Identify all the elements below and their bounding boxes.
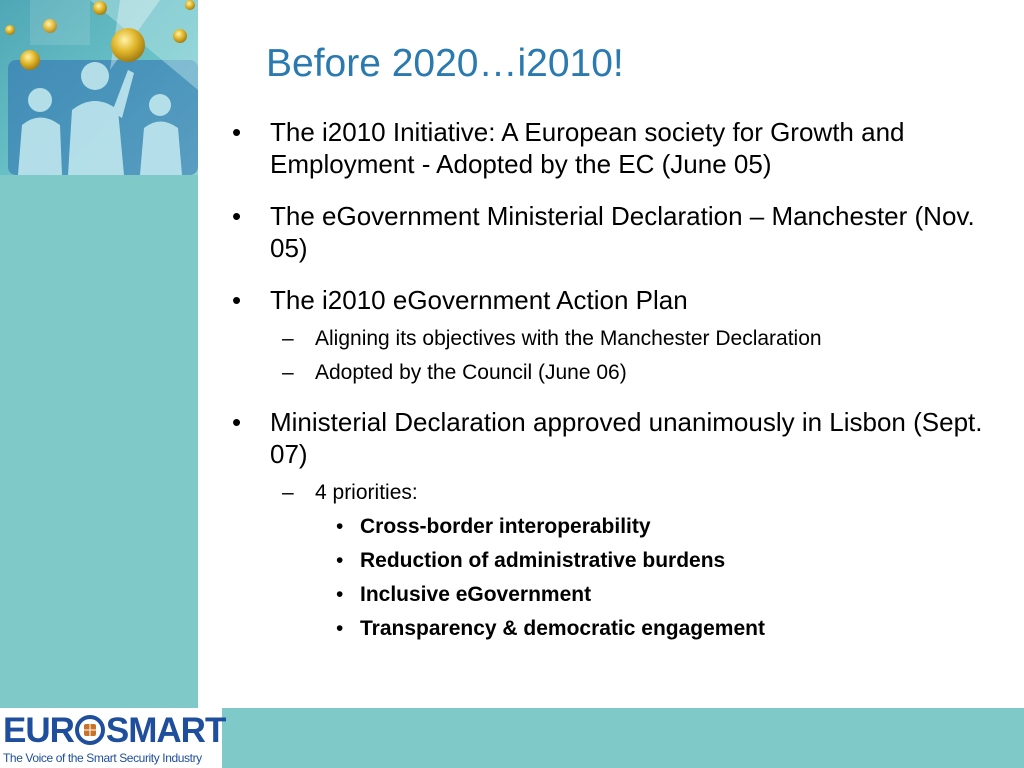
logo-wordmark: EUR SMART bbox=[3, 711, 226, 750]
priority-text: Transparency & democratic engagement bbox=[360, 617, 765, 640]
chip-icon bbox=[75, 715, 105, 745]
priority-item bbox=[232, 510, 1002, 544]
sub-bullet-text: Aligning its objectives with the Manchester Declaration bbox=[315, 327, 822, 350]
footer-band bbox=[222, 708, 1024, 768]
dash-marker: – bbox=[282, 327, 294, 350]
sub-list bbox=[232, 476, 1002, 646]
bullet-item bbox=[232, 200, 1002, 264]
sub-bullet-text: 4 priorities: bbox=[315, 481, 418, 504]
bullet-item bbox=[232, 284, 1002, 316]
priority-item bbox=[232, 544, 1002, 578]
priority-text: Inclusive eGovernment bbox=[360, 583, 592, 606]
slide-title: Before 2020…i2010! bbox=[266, 42, 624, 85]
dash-marker: – bbox=[282, 481, 294, 504]
sub-bullet-text: Adopted by the Council (June 06) bbox=[315, 361, 627, 384]
sub-list bbox=[232, 322, 1002, 390]
bullet-item bbox=[232, 406, 1002, 470]
sub-bullet-item bbox=[232, 476, 1002, 510]
dash-marker: – bbox=[282, 361, 294, 384]
sub-bullet-item bbox=[232, 356, 1002, 390]
slide-body bbox=[232, 116, 1002, 662]
bullet-text: The i2010 eGovernment Action Plan bbox=[270, 285, 688, 315]
bullet-dot: • bbox=[336, 549, 344, 572]
bullet-dot: • bbox=[336, 583, 344, 606]
bullet-dot: • bbox=[336, 515, 344, 538]
priority-item bbox=[232, 578, 1002, 612]
bullet-dot: • bbox=[336, 617, 344, 640]
bullet-text: The i2010 Initiative: A European society for Growth and Employment - Adopted by the EC (June 05) bbox=[270, 117, 905, 179]
eurosmart-logo bbox=[0, 708, 226, 768]
priority-text: Cross-border interoperability bbox=[360, 515, 651, 538]
bullet-text: The eGovernment Ministerial Declaration – Manchester (Nov. 05) bbox=[270, 201, 975, 263]
bullet-dot: • bbox=[232, 201, 242, 231]
priority-item bbox=[232, 612, 1002, 646]
people-illustration bbox=[0, 0, 198, 175]
bullet-dot: • bbox=[232, 407, 242, 437]
priority-text: Reduction of administrative burdens bbox=[360, 549, 726, 572]
header-photo bbox=[0, 0, 198, 175]
bullet-dot: • bbox=[232, 117, 242, 147]
bullet-item bbox=[232, 116, 1002, 180]
bullet-dot: • bbox=[232, 285, 242, 315]
logo-tagline: The Voice of the Smart Security Industry bbox=[3, 751, 202, 765]
sub-bullet-item bbox=[232, 322, 1002, 356]
bullet-text: Ministerial Declaration approved unanimously in Lisbon (Sept. 07) bbox=[270, 407, 983, 469]
